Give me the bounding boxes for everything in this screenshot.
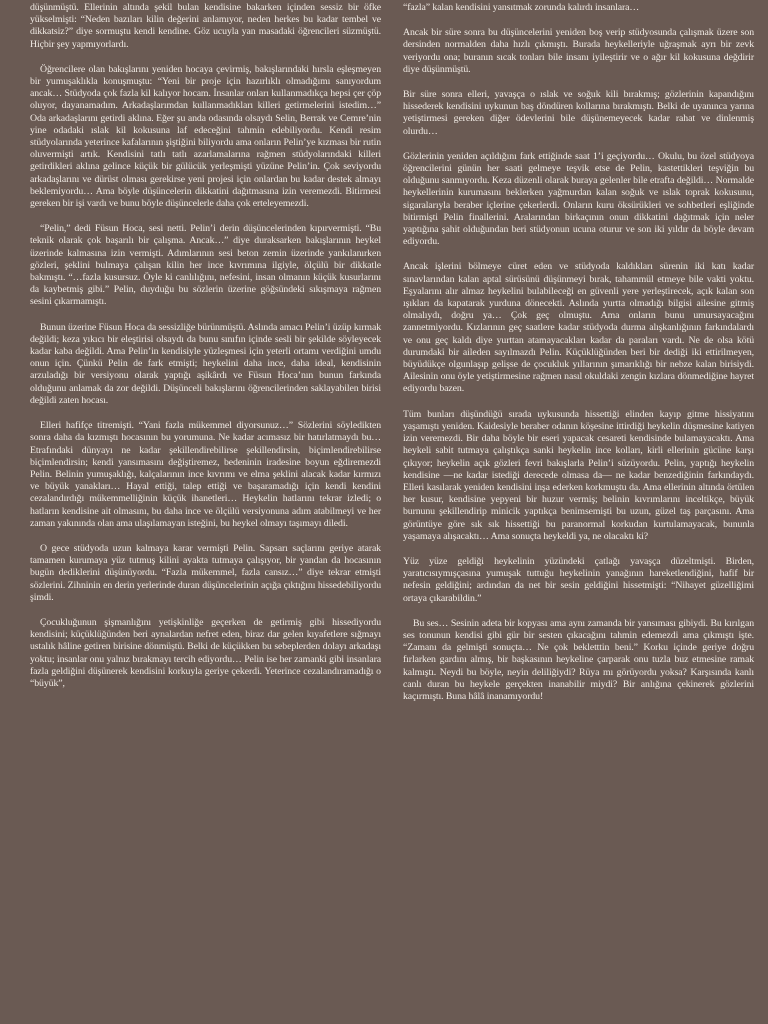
right-column (403, 2, 754, 1024)
paragraph: Elleri hafifçe titremişti. “Yani fazla mükemmel diyorsunuz…” Sözlerini söyledikten sonra daha da kızmıştı hocasının bu yorumuna. Ne kadar acımasız bir hatırlatmaydı bu… Etrafındaki dünyayı ne kadar şekillendirebilirse şekillendirsin, biçimlendirebilirse biçimlendirsin; kendi yansımasını değiştiremez, bedeninin iradesine boyun eğdiremezdi Pelin. Belinin yumuşaklığı, kalçalarının ince kıvrımı ve elma şeklini alacak kadar kırmızı ve büyük yanakları… Hayal ettiği, talep ettiği ve başaramadığı için kendi kendini cezalandırdığı mükemmelliğinin küçük ihanetleri… Heykelin hatlarını tekrar izledi; o hatların kendisine ait olmasını, bu daha ince ve ölçülü versiyonuna adım atabilmeyi ve her zaman yakınında olan ama ulaşılamayan isteğini, bu heykel olmayı taşımayı diledi. (30, 420, 381, 529)
paragraph: “fazla” kalan kendisini yansıtmak zorunda kalırdı insanlara… (403, 2, 640, 13)
paragraph: Bunun üzerine Füsun Hoca da sessizliğe bürünmüştü. Aslında amacı Pelin’i üzüp kırmak değildi; keza yıkıcı bir eleştirisi olsaydı da bunu sınıfın içinde sesli bir şekilde söyleyecek kadar kaba değildi. Ama Pelin’in kendisiyle yüzleşmesi için yeterli ortamı verdiğini umdu onun için. Çünkü Pelin de fark etmişti; heykelini daha ince, daha ideal, kendisinin arzuladığı bir versiyonu olarak yaptığı aşikârdı ve Füsun Hoca’nın bunun farkında olduğunu anlamak da zor değildi. Düşünceli bakışlarını öğrencilerinden saklayabilen birisi değildi zaten hocası. (30, 321, 381, 406)
paragraph: Çocukluğunun şişmanlığını yetişkinliğe geçerken de getirmiş gibi hissediyordu kendisini; küçüklüğünden beri aynalardan nefret eden, biraz dar gelen kıyafetlere sığmayı ustalık hâline getiren birisine dönmüştü. Belki de küçükken bu sebeplerden dolayı arkadaşı yoktu; insanlar onu yalnız bırakmayı tercih ediyordu… Pelin ise her zamanki gibi insanlara fazla geldiğini düşünerek kendisini korkuyla geriye çekerdi. Yeterince cezalandıramadığı o “büyük”, (30, 616, 381, 689)
paragraph: Bir süre sonra elleri, yavaşça o ıslak ve soğuk kili bırakmış; gözlerinin kapandığını hissederek kendisini uykunun baş döndüren kollarına bırakmıştı. Belki de uyanınca yarına yetiştirmesi gereken diğer ödevlerini bile düşünemeyecek kadar rahat ve dinlenmiş olurdu… (403, 89, 754, 137)
paragraph: “Pelin,” dedi Füsun Hoca, sesi netti. Pelin’i derin düşüncelerinden kıpırvermişti. “Bu teknik olarak çok başarılı bir çalışma. Ancak…” diye duraksarken bakışlarının heykel üzerinde kalmasına izin vermişti. Adımlarının sesi beton zemin üzerinde yankılanırken gözleri, şeklini bulmaya çalışan kilin her ince kıvrımına ilgiyle, ölçülü bir dikkatle bakmıştı. “…fazla kusursuz. Öyle ki canlılığını, nefesini, insan olmanın küçük kusurlarını da kaybetmiş gibi.” Pelin, duyduğu bu sözlerin üzerine göğsündeki sıkışmaya rağmen sesini çıkarmamıştı. (30, 223, 381, 308)
paragraph: Tüm bunları düşündüğü sırada uykusunda hissettiği elinden kayıp gitme hissiyatını yaşamıştı yeniden. Kaidesiyle beraber odanın köşesine ittirdiği heykelin düşmesine katiyen izin veremezdi. Bir daha böyle bir eseri yapacak cesareti kendisinde bulamayacaktı. Ama heykeli sabit tutmaya çalıştıkça sanki heykelin ince kolları, kirli ellerinin gücüne karşı çıkıyor; heykelin açık gözleri fevri bakışlarla Pelin’i süzüyordu. Pelin, yaptığı heykelin kendisine —ne kadar istediği derecede olmasa da— ne kadar benzediğinin farkındaydı. Elleri kasılarak yeniden kendisini inşa ederken korkmuştu da. Ama ellerinin altında örtülen her kusur, kendisine yepyeni bir huzur vermiş; belinin kıvrımlarını inceltikçe, büyük burnunu şekillendirip minicik yaptıkça benimsemişti bu uzun, güzel taş parçasını. Ama görüntüye göre sık sık hissettiği bu paranormal korkudan kurtulamayacak, bununla yaşamaya alışacaktı… Ama sonuçta heykeldi ya, ne olacaktı ki? (403, 408, 754, 542)
paragraph: Ancak bir süre sonra bu düşüncelerini yeniden boş verip stüdyosunda çalışmak üzere son dersinden normalden daha hızlı çıkmıştı. Burada heykelleriyle uğraşmak ayrı bir zevk veriyordu ona; buranın sıcak tonları bile insanı iyileştirir ve o ağır kil kokusuna değdirir diye düşünmüştü. (403, 27, 754, 75)
paragraph: Ancak işlerini bölmeye cüret eden ve stüdyoda kaldıkları sürenin iki katı kadar sınavlarından kalan aptal sürüsünü düşünmeyi bırak, tahammül etmeye bile vakti yoktu. Eşyalarını alır almaz heykelini bulabileceği en güvenli yere yerleştirecek, açık kalan son ışıkları da kapatarak yurduna dönecekti. Aslında yurtta olmadığı bilgisi ailesine gitmiş olmalıydı, doğru ya… Çok geç olmuştu. Ama onların bunu umursayacağını zannetmiyordu. Kızlarının geç saatlere kadar stüdyoda durma alışkanlığının farkındalardı ve onu geç kaldı diye yurttan atamayacakları kadar da paraları vardı. Ne de olsa kötü durumdaki bir aileden sayılmazdı Pelin. Küçüklüğünden beri bir dediği iki ettirilmeyen, büyüdükçe olgunlaşıp gelişse de çocukluk yıllarının şımarıklığı bir nebze kalan birisiydi. Ailesinin onu öyle yetiştirmesine rağmen nasıl okuldaki zengin kızlara dönmediğine hayret ediyordu bazen. (403, 261, 754, 395)
paragraph: Bu ses… Sesinin adeta bir kopyası ama aynı zamanda bir yansıması gibiydi. Bu kırılgan ses tonunun kendisi gibi gür bir sesten çıkacağını tahmin edemezdi ama çıkmıştı işte. “Zamanı da gelmişti sonuçta… Ne çok bekletttin beni.” Korku içinde geriye doğru fırlarken gardını almış, bir başkasının heykeline çarparak onu tuzla buz etmesine ramak kalmıştı. Neydi bu böyle, neyin deliliğiydi? Rüya mı görüyordu yoksa? Karşısında kanlı canlı duran bu heykele gerçekten inanabilir miydi? Bir anlığına çekinerek gözlerini kaçırmıştı. Buna hâlâ inanamıyordu! (403, 617, 754, 702)
paragraph: Öğrencilere olan bakışlarını yeniden hocaya çevirmiş, bakışlarındaki hırsla eşleşmeyen bir yumuşaklıkla konuşmuştu: “Yeni bir proje için hazırlıklı olmadığımı sanıyordum ancak… Stüdyoda çok fazla kil kalıyor hocam. İnsanlar onları kullanmadıkça hepsi çer çöp oluyor, dayanamadım. Arkadaşlarımdan kullanmadıkları killeri getirmelerini istedim…” Oda arkadaşlarını getirdi aklına. Eğer şu anda odasında olsaydı Selin, Berrak ve Cemre’nin yine odadaki ıslak kil kokusuna laf edeceğini tahmin edebiliyordu. Kendi resim stüdyolarında yeterince kafalarının şiştiğini biliyordu ama onların Pelin’ye kızması bir rutin oluvermişti artık. Kendisini tatlı tatlı azarlamalarına rağmen stüdyolarındaki killeri getirdikleri aklına gelince küçük bir gülücük yerleşmişti yüzüne Pelin’in. Çok seviyordu arkadaşlarını ve dürüst olması gerekirse yeni projesi için onlardan bu kadar destek almayı beklemiyordu… Ama böyle düşüncelerin dikkatini dağıtmasına izin veremezdi. Bitirmesi gereken bir işi vardı ve bunu böyle düşüncelerle daha çok erteleyemezdi. (30, 63, 381, 210)
paragraph: Gözlerinin yeniden açıldığını fark ettiğinde saat 1’i geçiyordu… Okulu, bu özel stüdyoya öğrencilerini günün her saati gelmeye teşvik etse de Pelin, kastettikleri teşviğin bu olduğunu sanmıyordu. Keza düzenli olarak buraya gelenler bile etrafta değildi… Normalde heykellerinin kurumasını beklerken yağmurdan kalan soğuk ve ıslak toprak kokusunu, sigaralarıyla beraber içlerine çekerlerdi. Onların kuru öksürükleri ve sohbetleri eşliğinde bitirmişti Pelin finallerini. Aralarından birkaçının onun dikkatini dağıtmak için neler yaptığına şahit olduğundan beri stüdyonun ucuna oturur ve son iki yıldır da böyle devam ediyordu. (403, 150, 754, 248)
paragraph: Yüz yüze geldiği heykelinin yüzündeki çatlağı yavaşça düzeltmişti. Birden, yaratıcısıymışçasına yumuşak tuttuğu heykelinin yanağının hareketlendiğini, hafif bir nefesin geldiğini; ardından da net bir sesin geldiğini hissetmişti: “Nihayet güzelliğimi ortaya çıkarabildin.” (403, 555, 754, 604)
left-column (30, 2, 381, 1024)
paragraph: O gece stüdyoda uzun kalmaya karar vermişti Pelin. Sapsarı saçlarını geriye atarak tamamen kurumaya yüz tutmuş kilini ayakta tutmaya çalışıyor, bir yandan da hocasının bugün dediklerini düşünüyordu. “Fazla mükemmel, fazla cansız…” diye tekrar etmişti sözlerini. Zihninin en derin yerlerinde duran düşüncelerinin açığa çıktığını hissedebiliyordu şimdi. (30, 542, 381, 603)
paragraph: düşünmüştü. Ellerinin altında şekil bulan kendisine bakarken içinden sessiz bir öfke yükselmişti: “Neden bazıları kilin değerini anlamıyor, neden herkes bu kadar tembel ve dikkatsiz?” diye sormuştu kendi kendine. Göz ucuyla yan masadaki öğrencileri süzmüştü. Hiçbir şey yapmıyorlardı. (30, 2, 381, 50)
